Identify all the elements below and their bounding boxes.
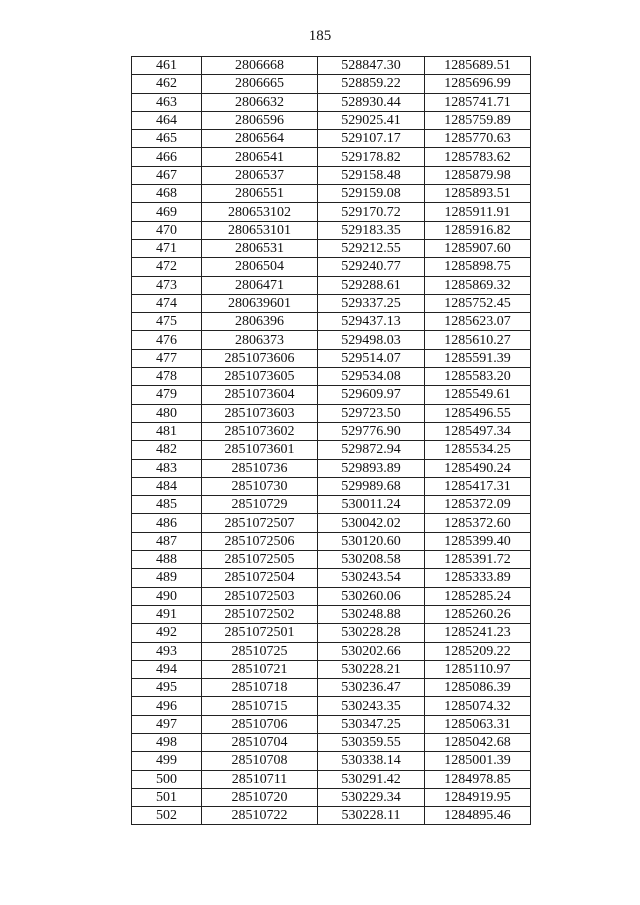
table-row — [132, 368, 531, 386]
x-coordinate-cell: 529989.68 — [318, 477, 425, 495]
y-coordinate-cell: 1285496.55 — [425, 404, 531, 422]
point-id-cell: 28510706 — [202, 715, 318, 733]
x-coordinate-cell: 530120.60 — [318, 532, 425, 550]
point-id-cell: 2851072502 — [202, 605, 318, 623]
point-id-cell: 2851073604 — [202, 386, 318, 404]
x-coordinate-cell: 529534.08 — [318, 368, 425, 386]
y-coordinate-cell: 1285399.40 — [425, 532, 531, 550]
x-coordinate-cell: 530011.24 — [318, 496, 425, 514]
point-id-cell: 2806596 — [202, 111, 318, 129]
point-id-cell: 280639601 — [202, 294, 318, 312]
x-coordinate-cell: 530359.55 — [318, 733, 425, 751]
y-coordinate-cell: 1285869.32 — [425, 276, 531, 294]
table-row — [132, 148, 531, 166]
row-number-cell: 491 — [132, 605, 202, 623]
x-coordinate-cell: 529107.17 — [318, 130, 425, 148]
x-coordinate-cell: 530347.25 — [318, 715, 425, 733]
point-id-cell: 28510718 — [202, 679, 318, 697]
y-coordinate-cell: 1284895.46 — [425, 807, 531, 825]
table-row — [132, 733, 531, 751]
table-row — [132, 605, 531, 623]
row-number-cell: 467 — [132, 166, 202, 184]
row-number-cell: 481 — [132, 422, 202, 440]
point-id-cell: 28510725 — [202, 642, 318, 660]
x-coordinate-cell: 529183.35 — [318, 221, 425, 239]
y-coordinate-cell: 1285689.51 — [425, 57, 531, 75]
x-coordinate-cell: 529337.25 — [318, 294, 425, 312]
table-row — [132, 642, 531, 660]
x-coordinate-cell: 529178.82 — [318, 148, 425, 166]
y-coordinate-cell: 1285372.09 — [425, 496, 531, 514]
x-coordinate-cell: 529723.50 — [318, 404, 425, 422]
table-row — [132, 313, 531, 331]
table-row — [132, 404, 531, 422]
y-coordinate-cell: 1285696.99 — [425, 75, 531, 93]
x-coordinate-cell: 529498.03 — [318, 331, 425, 349]
table-row — [132, 441, 531, 459]
x-coordinate-cell: 530243.54 — [318, 569, 425, 587]
x-coordinate-cell: 529514.07 — [318, 349, 425, 367]
point-id-cell: 2806504 — [202, 258, 318, 276]
row-number-cell: 496 — [132, 697, 202, 715]
point-id-cell: 28510729 — [202, 496, 318, 514]
x-coordinate-cell: 530260.06 — [318, 587, 425, 605]
x-coordinate-cell: 529212.55 — [318, 239, 425, 257]
y-coordinate-cell: 1285285.24 — [425, 587, 531, 605]
row-number-cell: 501 — [132, 788, 202, 806]
point-id-cell: 2851072507 — [202, 514, 318, 532]
point-id-cell: 28510711 — [202, 770, 318, 788]
point-id-cell: 2806551 — [202, 185, 318, 203]
y-coordinate-cell: 1285583.20 — [425, 368, 531, 386]
x-coordinate-cell: 528847.30 — [318, 57, 425, 75]
row-number-cell: 473 — [132, 276, 202, 294]
table-row — [132, 166, 531, 184]
point-id-cell: 28510720 — [202, 788, 318, 806]
y-coordinate-cell: 1285898.75 — [425, 258, 531, 276]
row-number-cell: 470 — [132, 221, 202, 239]
x-coordinate-cell: 530228.11 — [318, 807, 425, 825]
row-number-cell: 499 — [132, 752, 202, 770]
row-number-cell: 486 — [132, 514, 202, 532]
row-number-cell: 502 — [132, 807, 202, 825]
row-number-cell: 465 — [132, 130, 202, 148]
row-number-cell: 475 — [132, 313, 202, 331]
x-coordinate-cell: 529288.61 — [318, 276, 425, 294]
table-row — [132, 57, 531, 75]
point-id-cell: 28510721 — [202, 660, 318, 678]
row-number-cell: 484 — [132, 477, 202, 495]
point-id-cell: 2851072506 — [202, 532, 318, 550]
y-coordinate-cell: 1285110.97 — [425, 660, 531, 678]
y-coordinate-cell: 1285241.23 — [425, 624, 531, 642]
x-coordinate-cell: 530208.58 — [318, 551, 425, 569]
table-row — [132, 660, 531, 678]
y-coordinate-cell: 1285907.60 — [425, 239, 531, 257]
x-coordinate-cell: 530338.14 — [318, 752, 425, 770]
point-id-cell: 2851073606 — [202, 349, 318, 367]
y-coordinate-cell: 1285391.72 — [425, 551, 531, 569]
table-row — [132, 294, 531, 312]
page-number: 185 — [308, 28, 332, 44]
row-number-cell: 490 — [132, 587, 202, 605]
point-id-cell: 2851072504 — [202, 569, 318, 587]
y-coordinate-cell: 1285893.51 — [425, 185, 531, 203]
row-number-cell: 482 — [132, 441, 202, 459]
y-coordinate-cell: 1284919.95 — [425, 788, 531, 806]
y-coordinate-cell: 1285042.68 — [425, 733, 531, 751]
table-row — [132, 679, 531, 697]
y-coordinate-cell: 1285417.31 — [425, 477, 531, 495]
coordinates-table — [131, 56, 531, 825]
row-number-cell: 461 — [132, 57, 202, 75]
row-number-cell: 488 — [132, 551, 202, 569]
y-coordinate-cell: 1285260.26 — [425, 605, 531, 623]
point-id-cell: 2851072501 — [202, 624, 318, 642]
row-number-cell: 479 — [132, 386, 202, 404]
y-coordinate-cell: 1285610.27 — [425, 331, 531, 349]
x-coordinate-cell: 529609.97 — [318, 386, 425, 404]
table-row — [132, 788, 531, 806]
table-row — [132, 697, 531, 715]
table-row — [132, 111, 531, 129]
table-row — [132, 624, 531, 642]
point-id-cell: 280653101 — [202, 221, 318, 239]
table-row — [132, 496, 531, 514]
x-coordinate-cell: 530228.28 — [318, 624, 425, 642]
row-number-cell: 492 — [132, 624, 202, 642]
point-id-cell: 2806373 — [202, 331, 318, 349]
row-number-cell: 480 — [132, 404, 202, 422]
table-row — [132, 770, 531, 788]
y-coordinate-cell: 1285759.89 — [425, 111, 531, 129]
point-id-cell: 2851073603 — [202, 404, 318, 422]
row-number-cell: 493 — [132, 642, 202, 660]
table-row — [132, 532, 531, 550]
point-id-cell: 28510715 — [202, 697, 318, 715]
x-coordinate-cell: 529158.48 — [318, 166, 425, 184]
row-number-cell: 466 — [132, 148, 202, 166]
row-number-cell: 471 — [132, 239, 202, 257]
row-number-cell: 495 — [132, 679, 202, 697]
y-coordinate-cell: 1285333.89 — [425, 569, 531, 587]
table-row — [132, 551, 531, 569]
y-coordinate-cell: 1285372.60 — [425, 514, 531, 532]
point-id-cell: 2806396 — [202, 313, 318, 331]
x-coordinate-cell: 529872.94 — [318, 441, 425, 459]
table-row — [132, 331, 531, 349]
table-row — [132, 715, 531, 733]
table-row — [132, 203, 531, 221]
x-coordinate-cell: 530229.34 — [318, 788, 425, 806]
row-number-cell: 489 — [132, 569, 202, 587]
table-row — [132, 349, 531, 367]
y-coordinate-cell: 1285623.07 — [425, 313, 531, 331]
y-coordinate-cell: 1285063.31 — [425, 715, 531, 733]
y-coordinate-cell: 1285911.91 — [425, 203, 531, 221]
x-coordinate-cell: 529437.13 — [318, 313, 425, 331]
point-id-cell: 2851072503 — [202, 587, 318, 605]
table-row — [132, 386, 531, 404]
point-id-cell: 2851073601 — [202, 441, 318, 459]
point-id-cell: 2806531 — [202, 239, 318, 257]
point-id-cell: 2806632 — [202, 93, 318, 111]
row-number-cell: 477 — [132, 349, 202, 367]
x-coordinate-cell: 528930.44 — [318, 93, 425, 111]
row-number-cell: 487 — [132, 532, 202, 550]
y-coordinate-cell: 1285549.61 — [425, 386, 531, 404]
table-row — [132, 459, 531, 477]
row-number-cell: 464 — [132, 111, 202, 129]
x-coordinate-cell: 529776.90 — [318, 422, 425, 440]
point-id-cell: 28510704 — [202, 733, 318, 751]
row-number-cell: 468 — [132, 185, 202, 203]
row-number-cell: 500 — [132, 770, 202, 788]
y-coordinate-cell: 1285879.98 — [425, 166, 531, 184]
y-coordinate-cell: 1285086.39 — [425, 679, 531, 697]
point-id-cell: 2806665 — [202, 75, 318, 93]
point-id-cell: 2806668 — [202, 57, 318, 75]
point-id-cell: 2806564 — [202, 130, 318, 148]
x-coordinate-cell: 530248.88 — [318, 605, 425, 623]
y-coordinate-cell: 1284978.85 — [425, 770, 531, 788]
table-row — [132, 239, 531, 257]
point-id-cell: 28510736 — [202, 459, 318, 477]
y-coordinate-cell: 1285783.62 — [425, 148, 531, 166]
y-coordinate-cell: 1285770.63 — [425, 130, 531, 148]
row-number-cell: 463 — [132, 93, 202, 111]
point-id-cell: 28510722 — [202, 807, 318, 825]
x-coordinate-cell: 530228.21 — [318, 660, 425, 678]
x-coordinate-cell: 530243.35 — [318, 697, 425, 715]
row-number-cell: 472 — [132, 258, 202, 276]
y-coordinate-cell: 1285490.24 — [425, 459, 531, 477]
table-row — [132, 75, 531, 93]
table-row — [132, 258, 531, 276]
point-id-cell: 2806471 — [202, 276, 318, 294]
row-number-cell: 497 — [132, 715, 202, 733]
y-coordinate-cell: 1285074.32 — [425, 697, 531, 715]
point-id-cell: 2851073602 — [202, 422, 318, 440]
point-id-cell: 280653102 — [202, 203, 318, 221]
table-row — [132, 752, 531, 770]
row-number-cell: 485 — [132, 496, 202, 514]
row-number-cell: 498 — [132, 733, 202, 751]
table-row — [132, 807, 531, 825]
table-row — [132, 185, 531, 203]
x-coordinate-cell: 528859.22 — [318, 75, 425, 93]
x-coordinate-cell: 530042.02 — [318, 514, 425, 532]
x-coordinate-cell: 530291.42 — [318, 770, 425, 788]
coordinates-table-body — [132, 57, 531, 825]
table-row — [132, 422, 531, 440]
y-coordinate-cell: 1285741.71 — [425, 93, 531, 111]
y-coordinate-cell: 1285209.22 — [425, 642, 531, 660]
row-number-cell: 494 — [132, 660, 202, 678]
row-number-cell: 478 — [132, 368, 202, 386]
table-row — [132, 130, 531, 148]
row-number-cell: 474 — [132, 294, 202, 312]
y-coordinate-cell: 1285916.82 — [425, 221, 531, 239]
x-coordinate-cell: 529240.77 — [318, 258, 425, 276]
y-coordinate-cell: 1285001.39 — [425, 752, 531, 770]
point-id-cell: 2851073605 — [202, 368, 318, 386]
y-coordinate-cell: 1285752.45 — [425, 294, 531, 312]
y-coordinate-cell: 1285591.39 — [425, 349, 531, 367]
table-row — [132, 276, 531, 294]
row-number-cell: 483 — [132, 459, 202, 477]
point-id-cell: 28510730 — [202, 477, 318, 495]
x-coordinate-cell: 530202.66 — [318, 642, 425, 660]
table-row — [132, 587, 531, 605]
x-coordinate-cell: 529159.08 — [318, 185, 425, 203]
point-id-cell: 2806537 — [202, 166, 318, 184]
table-row — [132, 569, 531, 587]
x-coordinate-cell: 529025.41 — [318, 111, 425, 129]
table-row — [132, 477, 531, 495]
table-row — [132, 93, 531, 111]
point-id-cell: 2806541 — [202, 148, 318, 166]
table-row — [132, 221, 531, 239]
x-coordinate-cell: 530236.47 — [318, 679, 425, 697]
row-number-cell: 469 — [132, 203, 202, 221]
x-coordinate-cell: 529170.72 — [318, 203, 425, 221]
table-row — [132, 514, 531, 532]
point-id-cell: 2851072505 — [202, 551, 318, 569]
row-number-cell: 462 — [132, 75, 202, 93]
point-id-cell: 28510708 — [202, 752, 318, 770]
x-coordinate-cell: 529893.89 — [318, 459, 425, 477]
y-coordinate-cell: 1285534.25 — [425, 441, 531, 459]
y-coordinate-cell: 1285497.34 — [425, 422, 531, 440]
row-number-cell: 476 — [132, 331, 202, 349]
